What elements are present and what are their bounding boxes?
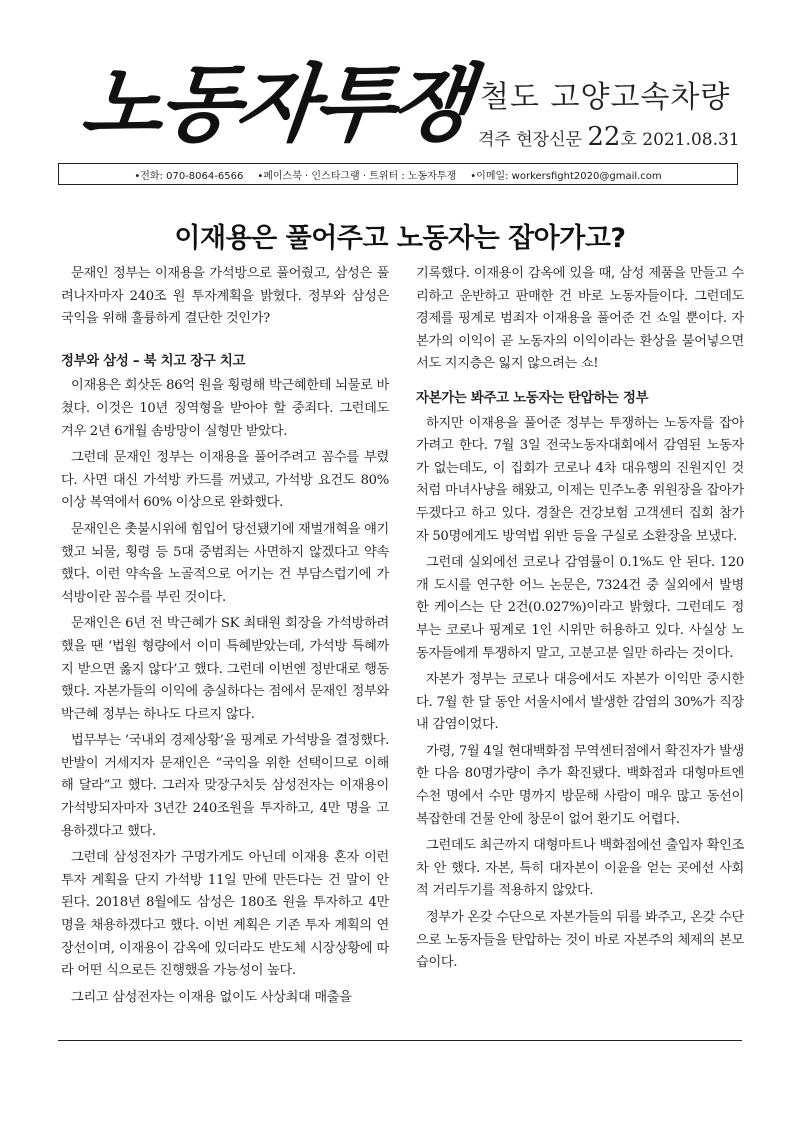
paragraph: 가령, 7월 4일 현대백화점 무역센터점에서 확진자가 발생한 다음 80명가량이 추가 확진됐다. 백화점과 대형마트엔 수천 명에서 수만 명까지 방문해 사람이 매우 많고 동선이 복잡한데 건물 안에 창문이 없어 환기도 어렵다. <box>416 743 744 827</box>
contact-social: • 페이스북 · 인스타그램 · 트위터 : 노동자투쟁 <box>257 167 456 182</box>
masthead-title: 노동자투쟁 <box>76 55 473 153</box>
paragraph: 기록했다. 이재용이 감옥에 있을 때, 삼성 제품을 만들고 수리하고 운반하고 판매한 건 바로 노동자들이다. 그런데도 경제를 핑계로 범죄자 이재용을 풀어준 건 쇼일 뿐이다. 자본가의 이익이 곧 노동자의 이익이라는 환상을 불어넣으면서도 지지층은 잃지 않으려는 쇼! <box>416 266 744 372</box>
contact-bar <box>58 163 738 185</box>
bottom-rule <box>58 1040 742 1041</box>
paragraph: 이재용은 회삿돈 86억 원을 횡령해 박근혜한테 뇌물로 바쳤다. 이것은 10년 징역형을 받아야 할 중죄다. 그런데도 겨우 2년 6개월 솜방망이 실형만 받았다. <box>61 378 389 439</box>
paragraph: 자본가 정부는 코로나 대응에서도 자본가 이익만 중시한다. 7월 한 달 동안 서울시에서 발생한 감염의 30%가 직장 내 감염이었다. <box>416 672 744 733</box>
paper-category: 철도 고양고속차량 <box>480 80 731 115</box>
paragraph: 그런데 문재인 정부는 이재용을 풀어주려고 꼼수를 부렸다. 사면 대신 가석방 카드를 꺼냈고, 가석방 요건도 80% 이상 복역에서 60% 이상으로 완화했다. <box>61 450 389 511</box>
paragraph: 정부가 온갖 수단으로 자본가들의 뒤를 봐주고, 온갖 수단으로 노동자들을 탄압하는 것이 바로 자본주의 체제의 본모습이다. <box>416 910 744 971</box>
paragraph: 문재인은 촛불시위에 힘입어 당선됐기에 재벌개혁을 얘기했고 뇌물, 횡령 등 5대 중범죄는 사면하지 않겠다고 약속했다. 이런 약속을 노골적으로 어기는 건 부담스럽기에 가석방이란 꼼수를 부린 것이다. <box>61 521 389 605</box>
issue-date: 2021.08.31 <box>642 130 740 150</box>
paragraph: 그런데 실외에선 코로나 감염률이 0.1%도 안 된다. 120개 도시를 연구한 어느 논문은, 7324건 중 실외에서 발병한 케이스는 단 2건(0.027%)이라고 밝혔다. 그런데도 정부는 코로나 핑계로 1인 시위만 허용하고 있다. 사실상 노동자들에게 투쟁하지 말고, 고분고분 일만 하라는 것이다. <box>416 555 744 661</box>
paragraph: 그런데도 최근까지 대형마트나 백화점에선 출입자 확인조차 안 했다. 자본, 특히 대자본이 이윤을 얻는 곳에선 사회적 거리두기를 적용하지 않았다. <box>416 838 744 899</box>
contact-phone: • 전화: 070-8064-6566 <box>134 167 243 182</box>
headline: 이재용은 풀어주고 노동자는 잡아가고? <box>174 223 626 255</box>
section-heading: 정부와 삼성 – 북 치고 장구 치고 <box>61 353 246 369</box>
contact-email: • 이메일: workersfight2020@gmail.com <box>470 167 661 182</box>
section-heading: 자본가는 봐주고 노동자는 탄압하는 정부 <box>416 390 649 406</box>
intro-paragraph: 문재인 정부는 이재용을 가석방으로 풀어줬고, 삼성은 풀려나자마자 240조 원 투자계획을 밝혔다. 정부와 삼성은 국익을 위해 훌륭하게 결단한 것인가? <box>61 266 389 327</box>
issue-suffix: 호 <box>620 130 637 150</box>
issue-number: 22 <box>587 122 621 152</box>
paragraph: 법무부는 ‘국내외 경제상황’을 핑계로 가석방을 결정했다. 반발이 거세지자 문재인은 “국익을 위한 선택이므로 이해해 달라”고 했다. 그러자 맞장구치듯 삼성전자는 이재용이 가석방되자마자 3년간 240조원을 투자하고, 4만 명을 고용하겠다고 했다. <box>61 733 389 839</box>
paragraph: 하지만 이재용을 풀어준 정부는 투쟁하는 노동자를 잡아가려고 한다. 7월 3일 전국노동자대회에서 감염된 노동자가 없는데도, 이 집회가 코로나 4차 대유행의 진원지인 것처럼 마녀사냥을 해왔고, 이제는 민주노총 위원장을 잡아가두겠다고 하고 있다. 경찰은 건강보험 고객센터 집회 참가자 50명에게도 방역법 위반 등을 구실로 소환장을 보냈다. <box>416 415 744 544</box>
paragraph: 문재인은 6년 전 박근혜가 SK 최태원 회장을 가석방하려 했을 땐 ‘법원 형량에서 이미 특혜받았는데, 가석방 특혜까지 받으면 옳지 않다’고 했다. 그런데 이번엔 정반대로 행동했다. 자본가들의 이익에 충실하다는 점에서 문재인 정부와 박근혜 정부는 하나도 다르지 않다. <box>61 616 389 722</box>
left-column <box>61 263 389 1013</box>
issue-info <box>478 122 740 152</box>
right-column <box>416 263 744 979</box>
issue-prefix: 격주 현장신문 <box>478 130 582 150</box>
paragraph: 그리고 삼성전자는 이재용 없이도 사상최대 매출을 <box>71 989 352 1005</box>
paragraph: 그런데 삼성전자가 구멍가게도 아닌데 이재용 혼자 이런 투자 계획을 단지 가석방 11일 만에 만든다는 건 말이 안 된다. 2018년 8월에도 삼성은 180조 원을 투자하고 4만 명을 채용하겠다고 했다. 이번 계획은 기존 투자 계획의 연장선이며, 이재용이 감옥에 있더라도 반도체 시장상황에 따라 어떤 식으로든 진행했을 가능성이 높다. <box>61 850 389 979</box>
